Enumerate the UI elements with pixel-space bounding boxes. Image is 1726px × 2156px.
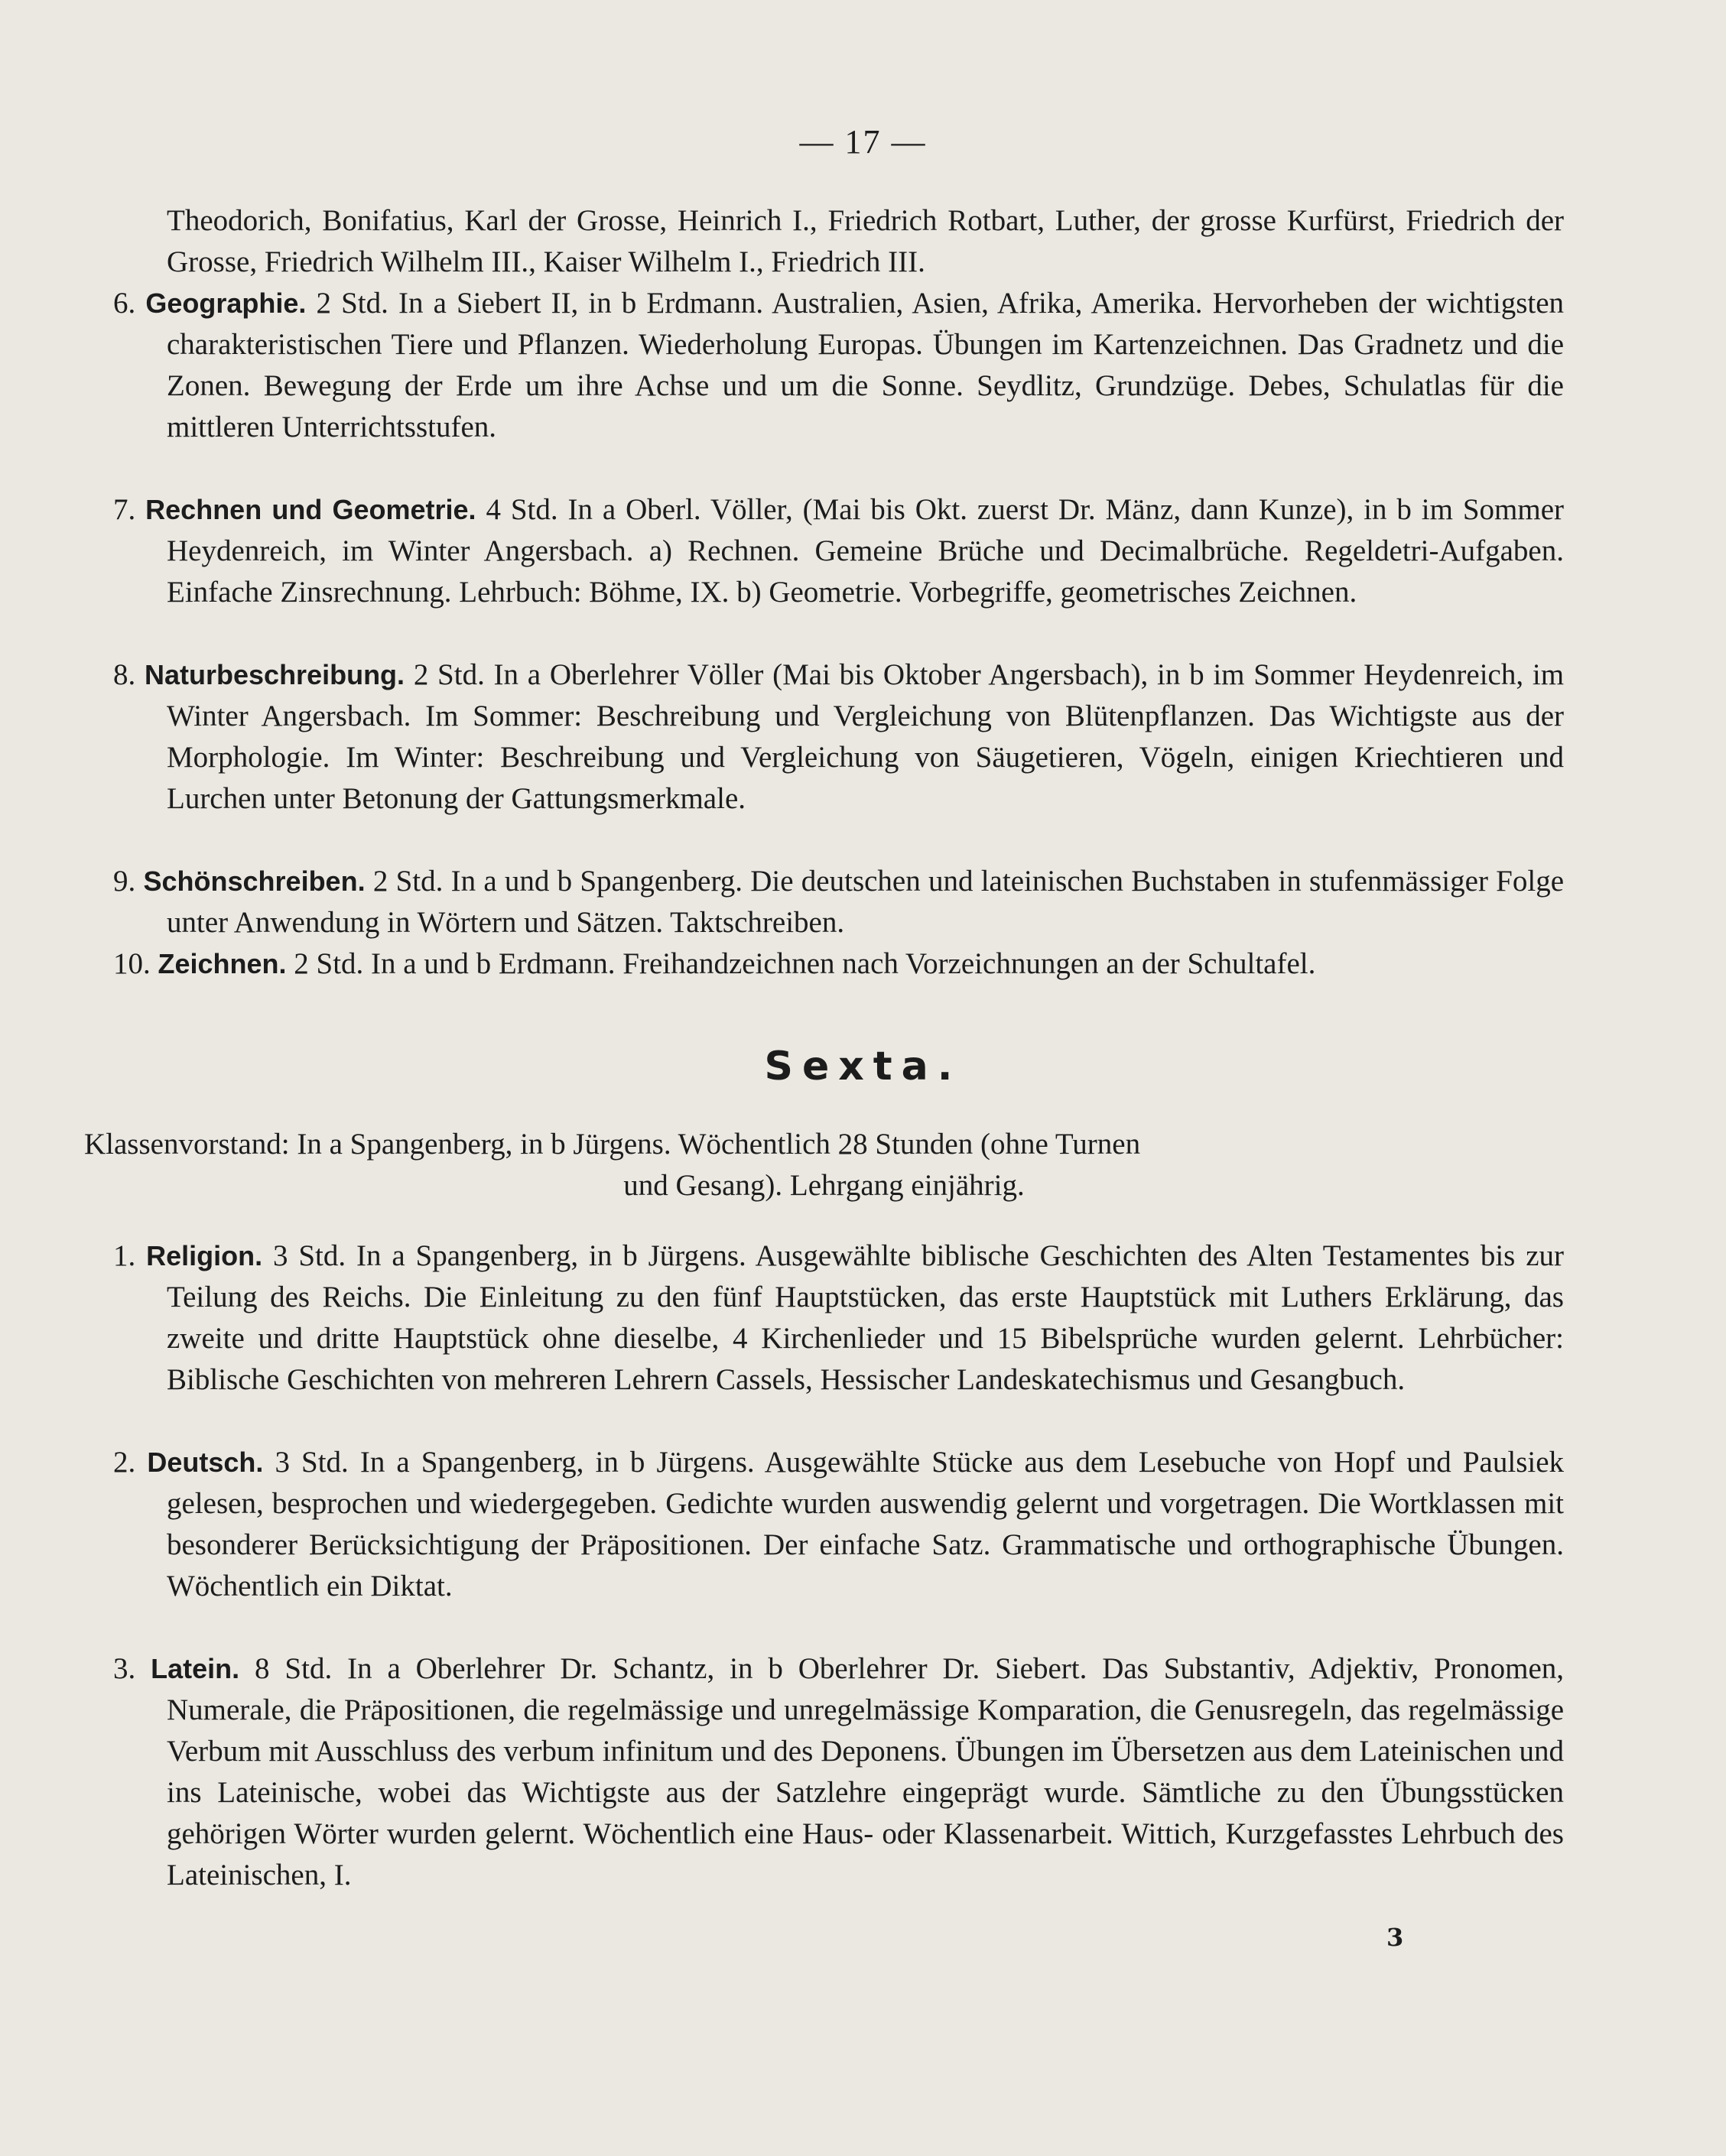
class-info <box>84 1124 1564 1206</box>
list-item-zeichnen <box>84 943 1564 985</box>
list-item-religion <box>84 1235 1564 1401</box>
subject-heading: Deutsch. <box>147 1447 264 1478</box>
item-text: 2 Std. In a Oberlehrer Völler (Mai bis Oktober Angersbach), in b im Sommer Heydenreich, im Winter Angersbach. Im Sommer: Beschreibung und Vergleichung von Blütenpflanzen. Das Wichtigste aus der Morphologie. Im Winter: Beschreibung und Vergleichung von Säugetieren, Vögeln, einigen Kriechtieren und Lurchen unter Betonung der Gattungsmerkmale. <box>167 658 1565 815</box>
list-item-geographie <box>84 283 1564 448</box>
page-number: — 17 — <box>799 123 927 161</box>
intro-paragraph: Theodorich, Bonifatius, Karl der Grosse, Heinrich I., Friedrich Rotbart, Luther, der grosse Kurfürst, Friedrich der Grosse, Friedrich Wilhelm III., Kaiser Wilhelm I., Friedrich III. <box>167 204 1564 278</box>
item-text: 2 Std. In a und b Erdmann. Freihandzeichnen nach Vorzeichnungen an der Schultafel. <box>294 947 1316 980</box>
sheet-signature-mark: 3 <box>1386 1923 1404 1952</box>
item-number: 6. <box>113 287 136 320</box>
list-item-latein <box>84 1648 1564 1896</box>
item-number: 1. <box>113 1239 136 1272</box>
list-item-schoenschreiben <box>84 861 1564 943</box>
item-text: 3 Std. In a Spangenberg, in b Jürgens. Ausgewählte Stücke aus dem Lesebuche von Hopf und Paulsiek gelesen, besprochen und wiedergegeben. Gedichte wurden auswendig gelernt und vorgetragen. Die Wortklassen mit besonderer Berücksichtigung der Präpositionen. Der einfache Satz. Grammatische und orthographische Übungen. Wöchentlich ein Diktat. <box>167 1446 1565 1602</box>
item-text: 8 Std. In a Oberlehrer Dr. Schantz, in b Oberlehrer Dr. Siebert. Das Substantiv, Adjektiv, Pronomen, Numerale, die Präpositionen, die regelmässige und unregelmässige Komparation, die Genusregeln, das regelmässige Verbum mit Ausschluss des verbum infinitum und des Deponens. Übungen im Übersetzen aus dem Lateinischen und ins Lateinische, wobei das Wichtigste aus der Satzlehre eingeprägt wurde. Sämtliche zu den Übungsstücken gehörigen Wörter wurden gelernt. Wöchentlich eine Haus- oder Klassenarbeit. Wittich, Kurzgefasstes Lehrbuch des Lateinischen, I. <box>167 1652 1565 1891</box>
class-info-line: und Gesang). Lehrgang einjährig. <box>623 1169 1025 1202</box>
section-title: Sexta. <box>764 1044 962 1089</box>
item-text: 2 Std. In a Siebert II, in b Erdmann. Australien, Asien, Afrika, Amerika. Hervorheben der wichtigsten charakteristischen Tiere und Pflanzen. Wiederholung Europas. Übungen im Kartenzeichnen. Das Gradnetz und die Zonen. Bewegung der Erde um ihre Achse und um die Sonne. Seydlitz, Grundzüge. Debes, Schulatlas für die mittleren Unterrichtsstufen. <box>167 287 1565 443</box>
subject-heading: Zeichnen. <box>158 948 287 979</box>
item-number: 10. <box>113 947 151 980</box>
item-number: 9. <box>113 865 136 898</box>
item-number: 3. <box>113 1652 136 1685</box>
item-text: 3 Std. In a Spangenberg, in b Jürgens. Ausgewählte biblische Geschichten des Alten Testamentes bis zur Teilung des Reichs. Die Einleitung zu den fünf Hauptstücken, das erste Hauptstück mit Luthers Erklärung, das zweite und dritte Hauptstück ohne dieselbe, 4 Kirchenlieder und 15 Bibelsprüche wurden gelernt. Lehrbücher: Biblische Geschichten von mehreren Lehrern Cassels, Hessischer Landeskatechismus und Gesangbuch. <box>167 1239 1565 1396</box>
class-info-line: Klassenvorstand: In a Spangenberg, in b Jürgens. Wöchentlich 28 Stunden (ohne Turnen <box>84 1128 1141 1161</box>
item-number: 8. <box>113 658 136 691</box>
item-text: 2 Std. In a und b Spangenberg. Die deutschen und lateinischen Buchstaben in stufenmässiger Folge unter Anwendung in Wörtern und Sätzen. Taktschreiben. <box>167 865 1565 939</box>
subject-heading: Schönschreiben. <box>143 865 366 897</box>
list-item-naturbeschreibung <box>84 654 1564 820</box>
subject-heading: Latein. <box>151 1653 240 1684</box>
subject-heading: Geographie. <box>145 287 307 319</box>
subject-heading: Rechnen und Geometrie. <box>145 494 476 525</box>
subject-heading: Naturbeschreibung. <box>145 659 405 690</box>
item-text: 4 Std. In a Oberl. Völler, (Mai bis Okt. zuerst Dr. Mänz, dann Kunze), in b im Sommer Heydenreich, im Winter Angersbach. a) Rechnen. Gemeine Brüche und Decimalbrüche. Regeldetri-Aufgaben. Einfache Zinsrechnung. Lehrbuch: Böhme, IX. b) Geometrie. Vorbegriffe, geometrisches Zeichnen. <box>167 493 1565 609</box>
subject-heading: Religion. <box>146 1240 263 1271</box>
list-item-deutsch <box>84 1442 1564 1607</box>
item-number: 7. <box>113 493 136 526</box>
list-item-rechnen <box>84 489 1564 613</box>
item-number: 2. <box>113 1446 136 1479</box>
